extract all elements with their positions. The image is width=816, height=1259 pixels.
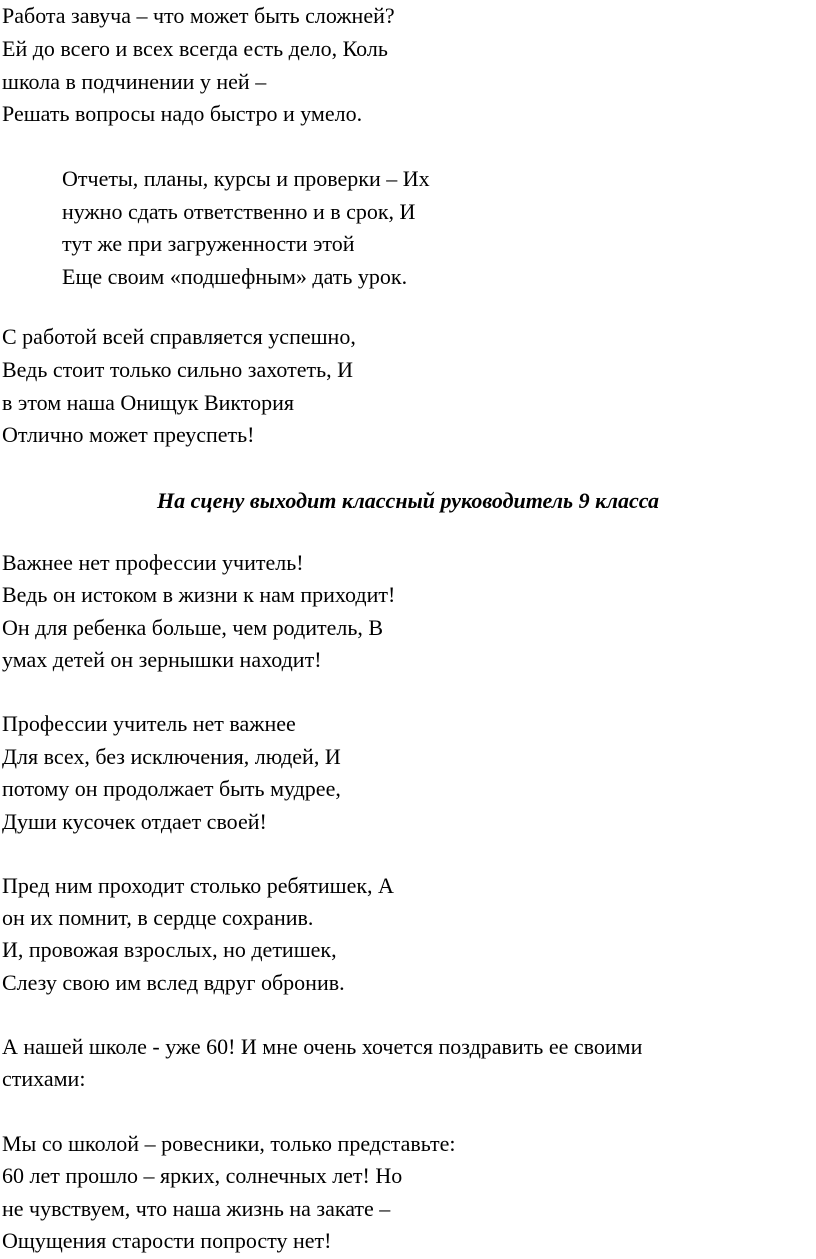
poem-line: Души кусочек отдает своей! — [2, 809, 267, 834]
stage-direction-heading: На сцену выходит классный руководитель 9 класса — [157, 488, 659, 513]
poem-line: не чувствуем, что наша жизнь на закате – — [2, 1196, 391, 1221]
poem-line: Работа завуча – что может быть сложней? — [2, 3, 395, 28]
poem-line: Мы со школой – ровесники, только представьте: — [2, 1131, 456, 1156]
poem-line: Профессии учитель нет важнее — [2, 711, 296, 736]
poem-line: Отлично может преуспеть! — [2, 422, 255, 447]
prose-line: стихами: — [2, 1066, 86, 1091]
poem-line: нужно сдать ответственно и в срок, И — [62, 199, 416, 224]
poem-line: Ведь он истоком в жизни к нам приходит! — [2, 582, 396, 607]
poem-line: Отчеты, планы, курсы и проверки – Их — [62, 166, 430, 191]
prose-line: А нашей школе - уже 60! И мне очень хочется поздравить ее своими — [2, 1034, 643, 1059]
poem-line: он их помнит, в сердце сохранив. — [2, 905, 314, 930]
poem-line: Важнее нет профессии учитель! — [2, 550, 304, 575]
poem-line: умах детей он зернышки находит! — [2, 647, 322, 672]
poem-line: И, провожая взрослых, но детишек, — [2, 937, 337, 962]
poem-line: в этом наша Онищук Виктория — [2, 390, 295, 415]
poem-line: Ощущения старости попросту нет! — [2, 1228, 332, 1253]
poem-line: Он для ребенка больше, чем родитель, В — [2, 615, 384, 640]
poem-line: Ведь стоит только сильно захотеть, И — [2, 357, 354, 382]
poem-line: школа в подчинении у ней – — [2, 69, 267, 94]
poem-line: потому он продолжает быть мудрее, — [2, 776, 341, 801]
poem-line: Еще своим «подшефным» дать урок. — [62, 264, 408, 289]
poem-line: Слезу свою им вслед вдруг обронив. — [2, 970, 345, 995]
poem-line: Для всех, без исключения, людей, И — [2, 744, 341, 769]
poem-line: С работой всей справляется успешно, — [2, 324, 356, 349]
poem-line: Пред ним проходит столько ребятишек, А — [2, 873, 394, 898]
poem-line: 60 лет прошло – ярких, солнечных лет! Но — [2, 1163, 403, 1188]
poem-line: Решать вопросы надо быстро и умело. — [2, 101, 363, 126]
poem-line: тут же при загруженности этой — [62, 231, 355, 256]
poem-line: Ей до всего и всех всегда есть дело, Коль — [2, 36, 388, 61]
